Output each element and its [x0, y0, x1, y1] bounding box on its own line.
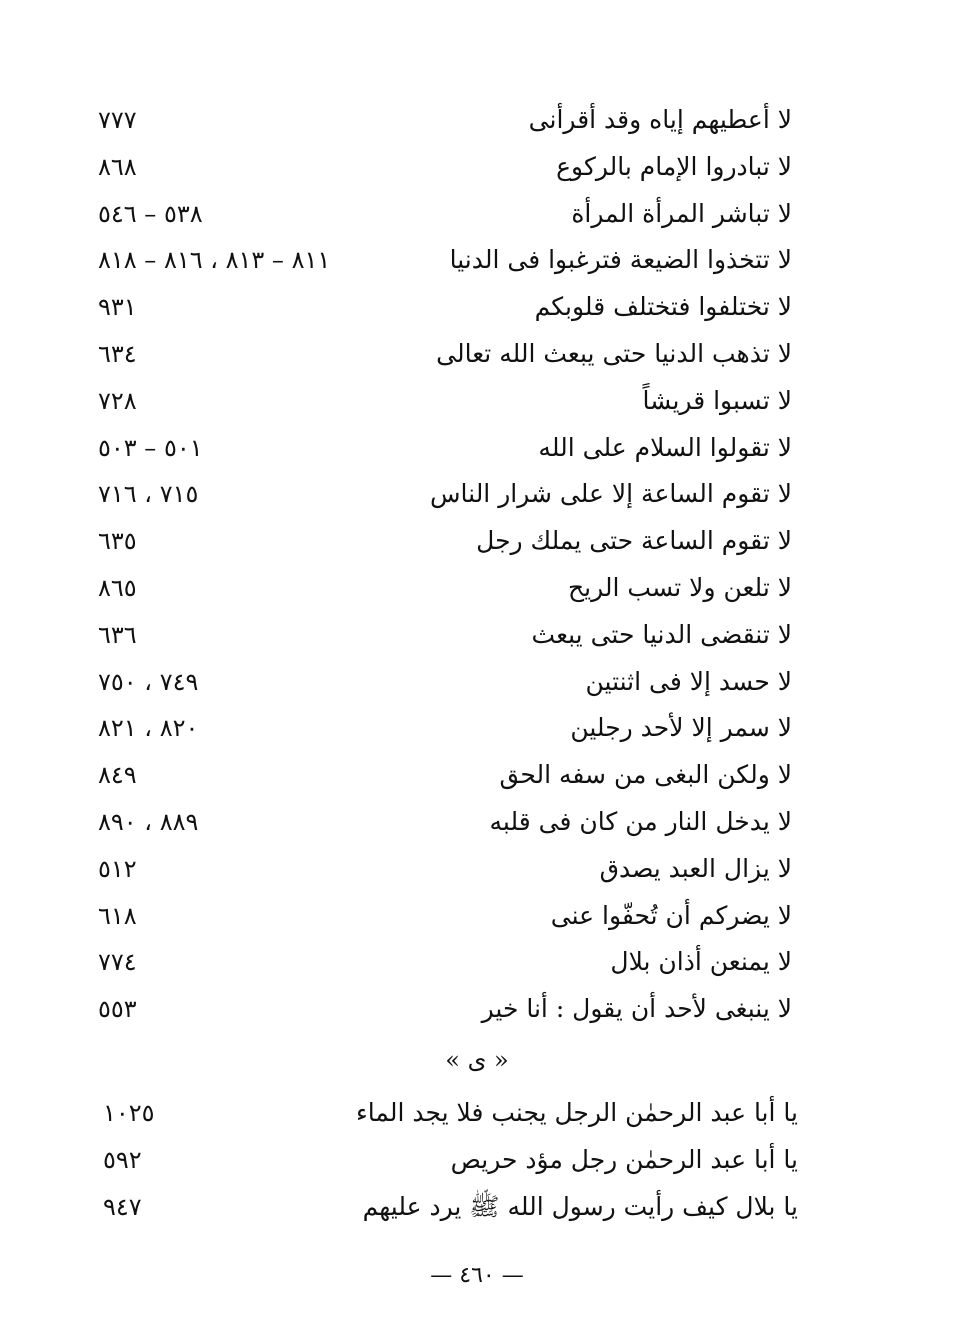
- index-entry: [0, 753, 954, 800]
- index-entry: [0, 660, 954, 707]
- entry-text: يا بلال كيف رأيت رسول الله ﷺ يرد عليهم: [362, 1191, 798, 1221]
- section-heading-ya: « ى »: [445, 1046, 509, 1074]
- index-entry: [0, 472, 954, 519]
- entry-text: لا سمر إلا لأحد رجلين: [570, 713, 792, 743]
- index-list-lam: [0, 98, 954, 1034]
- entry-pages: ٥٥٣: [98, 995, 137, 1024]
- index-entry: [0, 379, 954, 426]
- entry-pages: ٨٦٥: [98, 573, 137, 602]
- entry-pages: ٨٢٠ ، ٨٢١: [98, 714, 199, 743]
- entry-pages: ٧٢٨: [98, 386, 137, 415]
- entry-pages: ٥٠١ – ٥٠٣: [98, 433, 203, 462]
- entry-pages: ٥٣٨ – ٥٤٦: [98, 199, 203, 228]
- entry-pages: ٨٦٨: [98, 152, 137, 181]
- index-entry: [0, 426, 954, 473]
- entry-text: لا تقوم الساعة إلا على شرار الناس: [430, 479, 792, 509]
- page-number: — ٤٦٠ —: [430, 1263, 524, 1288]
- index-entry: [0, 566, 954, 613]
- index-entry: [0, 894, 954, 941]
- index-entry: [0, 519, 954, 566]
- index-entry: [0, 940, 954, 987]
- index-entry: [0, 706, 954, 753]
- index-entry: [0, 238, 954, 285]
- entry-pages: ٦٣٤: [98, 339, 137, 368]
- index-entry: [0, 987, 954, 1034]
- entry-pages: ٧٧٧: [98, 106, 137, 134]
- entry-text: لا ينبغى لأحد أن يقول : أنا خير: [481, 994, 792, 1024]
- index-entry: [0, 192, 954, 239]
- entry-text: لا يضركم أن تُحفّوا عنى: [550, 900, 792, 930]
- index-list-ya: [0, 1091, 954, 1231]
- entry-text: لا تنقضى الدنيا حتى يبعث: [531, 619, 792, 649]
- entry-text: لا تقوم الساعة حتى يملك رجل: [476, 526, 792, 556]
- entry-text: لا ولكن البغى من سفه الحق: [499, 760, 792, 790]
- entry-text: لا تبادروا الإمام بالركوع: [556, 151, 792, 181]
- entry-text: لا تذهب الدنيا حتى يبعث الله تعالى: [436, 338, 792, 368]
- entry-pages: ٦٣٥: [98, 527, 137, 556]
- entry-text: لا يمنعن أذان بلال: [610, 947, 792, 977]
- entry-text: لا تباشر المرأة المرأة: [571, 198, 792, 228]
- entry-text: لا يدخل النار من كان فى قلبه: [489, 806, 792, 836]
- entry-text: لا حسد إلا فى اثنتين: [585, 666, 792, 696]
- index-entry: [0, 332, 954, 379]
- index-entry: [0, 145, 954, 192]
- entry-pages: ٦٣٦: [98, 620, 137, 649]
- entry-text: لا تلعن ولا تسب الريح: [568, 572, 792, 602]
- index-entry: [0, 847, 954, 894]
- entry-pages: ٨٨٩ ، ٨٩٠: [98, 807, 199, 836]
- entry-pages: ٧٧٤: [98, 948, 137, 977]
- index-entry: [0, 1091, 954, 1138]
- index-entry: [0, 800, 954, 847]
- entry-pages: ١٠٢٥: [103, 1099, 155, 1127]
- entry-pages: ٩٤٧: [103, 1192, 142, 1221]
- entry-pages: ٧٤٩ ، ٧٥٠: [98, 667, 199, 696]
- index-entry: [0, 613, 954, 660]
- entry-pages: ٦١٨: [98, 901, 137, 930]
- index-entry: [0, 1185, 954, 1232]
- entry-pages: ٩٣١: [98, 293, 137, 322]
- entry-pages: ٥٩٢: [103, 1145, 142, 1174]
- entry-text: لا أعطيهم إياه وقد أقرأنى: [528, 105, 792, 134]
- index-entry: [0, 98, 954, 145]
- entry-text: لا تختلفوا فتختلف قلوبكم: [534, 292, 792, 322]
- entry-text: لا تسبوا قريشاً: [642, 385, 792, 415]
- entry-text: يا أبا عبد الرحمٰن الرجل يجنب فلا يجد الماء: [356, 1098, 798, 1127]
- entry-text: لا تقولوا السلام على الله: [538, 432, 792, 462]
- entry-text: لا يزال العبد يصدق: [599, 853, 792, 883]
- index-entry: [0, 1138, 954, 1185]
- entry-pages: ٨٤٩: [98, 761, 137, 790]
- entry-text: لا تتخذوا الضيعة فترغبوا فى الدنيا: [449, 245, 792, 275]
- entry-pages: ٥١٢: [98, 854, 137, 883]
- index-entry: [0, 285, 954, 332]
- entry-pages: ٧١٥ ، ٧١٦: [98, 480, 199, 509]
- entry-text: يا أبا عبد الرحمٰن رجل مؤد حريص: [450, 1144, 798, 1174]
- entry-pages: ٨١١ – ٨١٣ ، ٨١٦ – ٨١٨: [98, 246, 331, 275]
